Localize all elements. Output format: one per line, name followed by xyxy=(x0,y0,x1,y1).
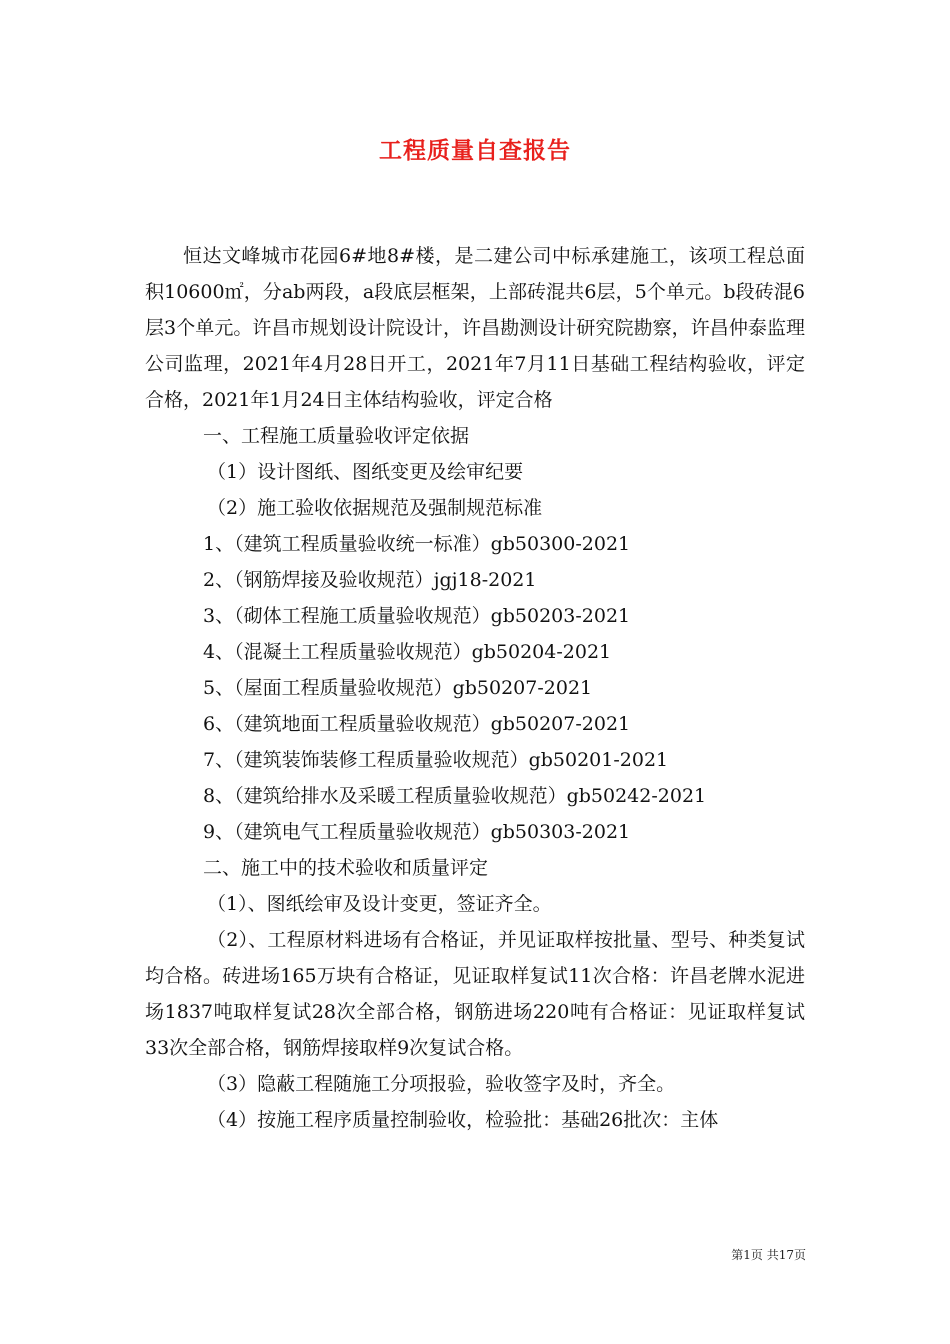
intro-paragraph: 恒达文峰城市花园6#地8#楼，是二建公司中标承建施工，该项工程总面积10600㎡，分ab两段，a段底层框架，上部砖混共6层，5个单元。b段砖混6层3个单元。许昌市规划设计院设计，许昌勘测设计研究院勘察，许昌仲泰监理公司监理，2021年4月28日开工，2021年7月11日基础工程结构验收，评定合格，2021年1月24日主体结构验收，评定合格 xyxy=(145,245,805,411)
list-item: 7、（建筑装饰装修工程质量验收规范）gb50201-2021 xyxy=(203,749,669,771)
list-item: 8、（建筑给排水及采暖工程质量验收规范）gb50242-2021 xyxy=(203,785,707,807)
section2-heading: 二、施工中的技术验收和质量评定 xyxy=(203,857,489,879)
section1-sub1: （1）设计图纸、图纸变更及绘审纪要 xyxy=(207,461,524,483)
page-footer: 第1页 共17页 xyxy=(731,1248,806,1262)
document-body xyxy=(145,238,805,1138)
section1-sub2: （2）施工验收依据规范及强制规范标准 xyxy=(207,497,543,519)
section1-heading: 一、工程施工质量验收评定依据 xyxy=(203,425,470,447)
section2-item-4: （4）按施工程序质量控制验收，检验批：基础26批次：主体 xyxy=(207,1109,719,1131)
list-item: 3、（砌体工程施工质量验收规范）gb50203-2021 xyxy=(203,605,631,627)
list-item: 6、（建筑地面工程质量验收规范）gb50207-2021 xyxy=(203,713,631,735)
list-item: 5、（屋面工程质量验收规范）gb50207-2021 xyxy=(203,677,593,699)
section2-item-1: （1）、图纸绘审及设计变更，签证齐全。 xyxy=(207,893,552,915)
list-item: 4、（混凝土工程质量验收规范）gb50204-2021 xyxy=(203,641,612,663)
page-title: 工程质量自查报告 xyxy=(379,137,571,164)
list-item: 9、（建筑电气工程质量验收规范）gb50303-2021 xyxy=(203,821,631,843)
list-item: 2、（钢筋焊接及验收规范）jgj18-2021 xyxy=(203,569,537,591)
list-item: 1、（建筑工程质量验收统一标准）gb50300-2021 xyxy=(203,533,631,555)
section2-item-2: （2）、工程原材料进场有合格证，并见证取样按批量、型号、种类复试均合格。砖进场165万块有合格证，见证取样复试11次合格：许昌老牌水泥进场1837吨取样复试28次全部合格，钢筋进场220吨有合格证：见证取样复试33次全部合格，钢筋焊接取样9次复试合格。 xyxy=(145,929,805,1059)
section2-item-3: （3）隐蔽工程随施工分项报验，验收签字及时，齐全。 xyxy=(207,1073,676,1095)
